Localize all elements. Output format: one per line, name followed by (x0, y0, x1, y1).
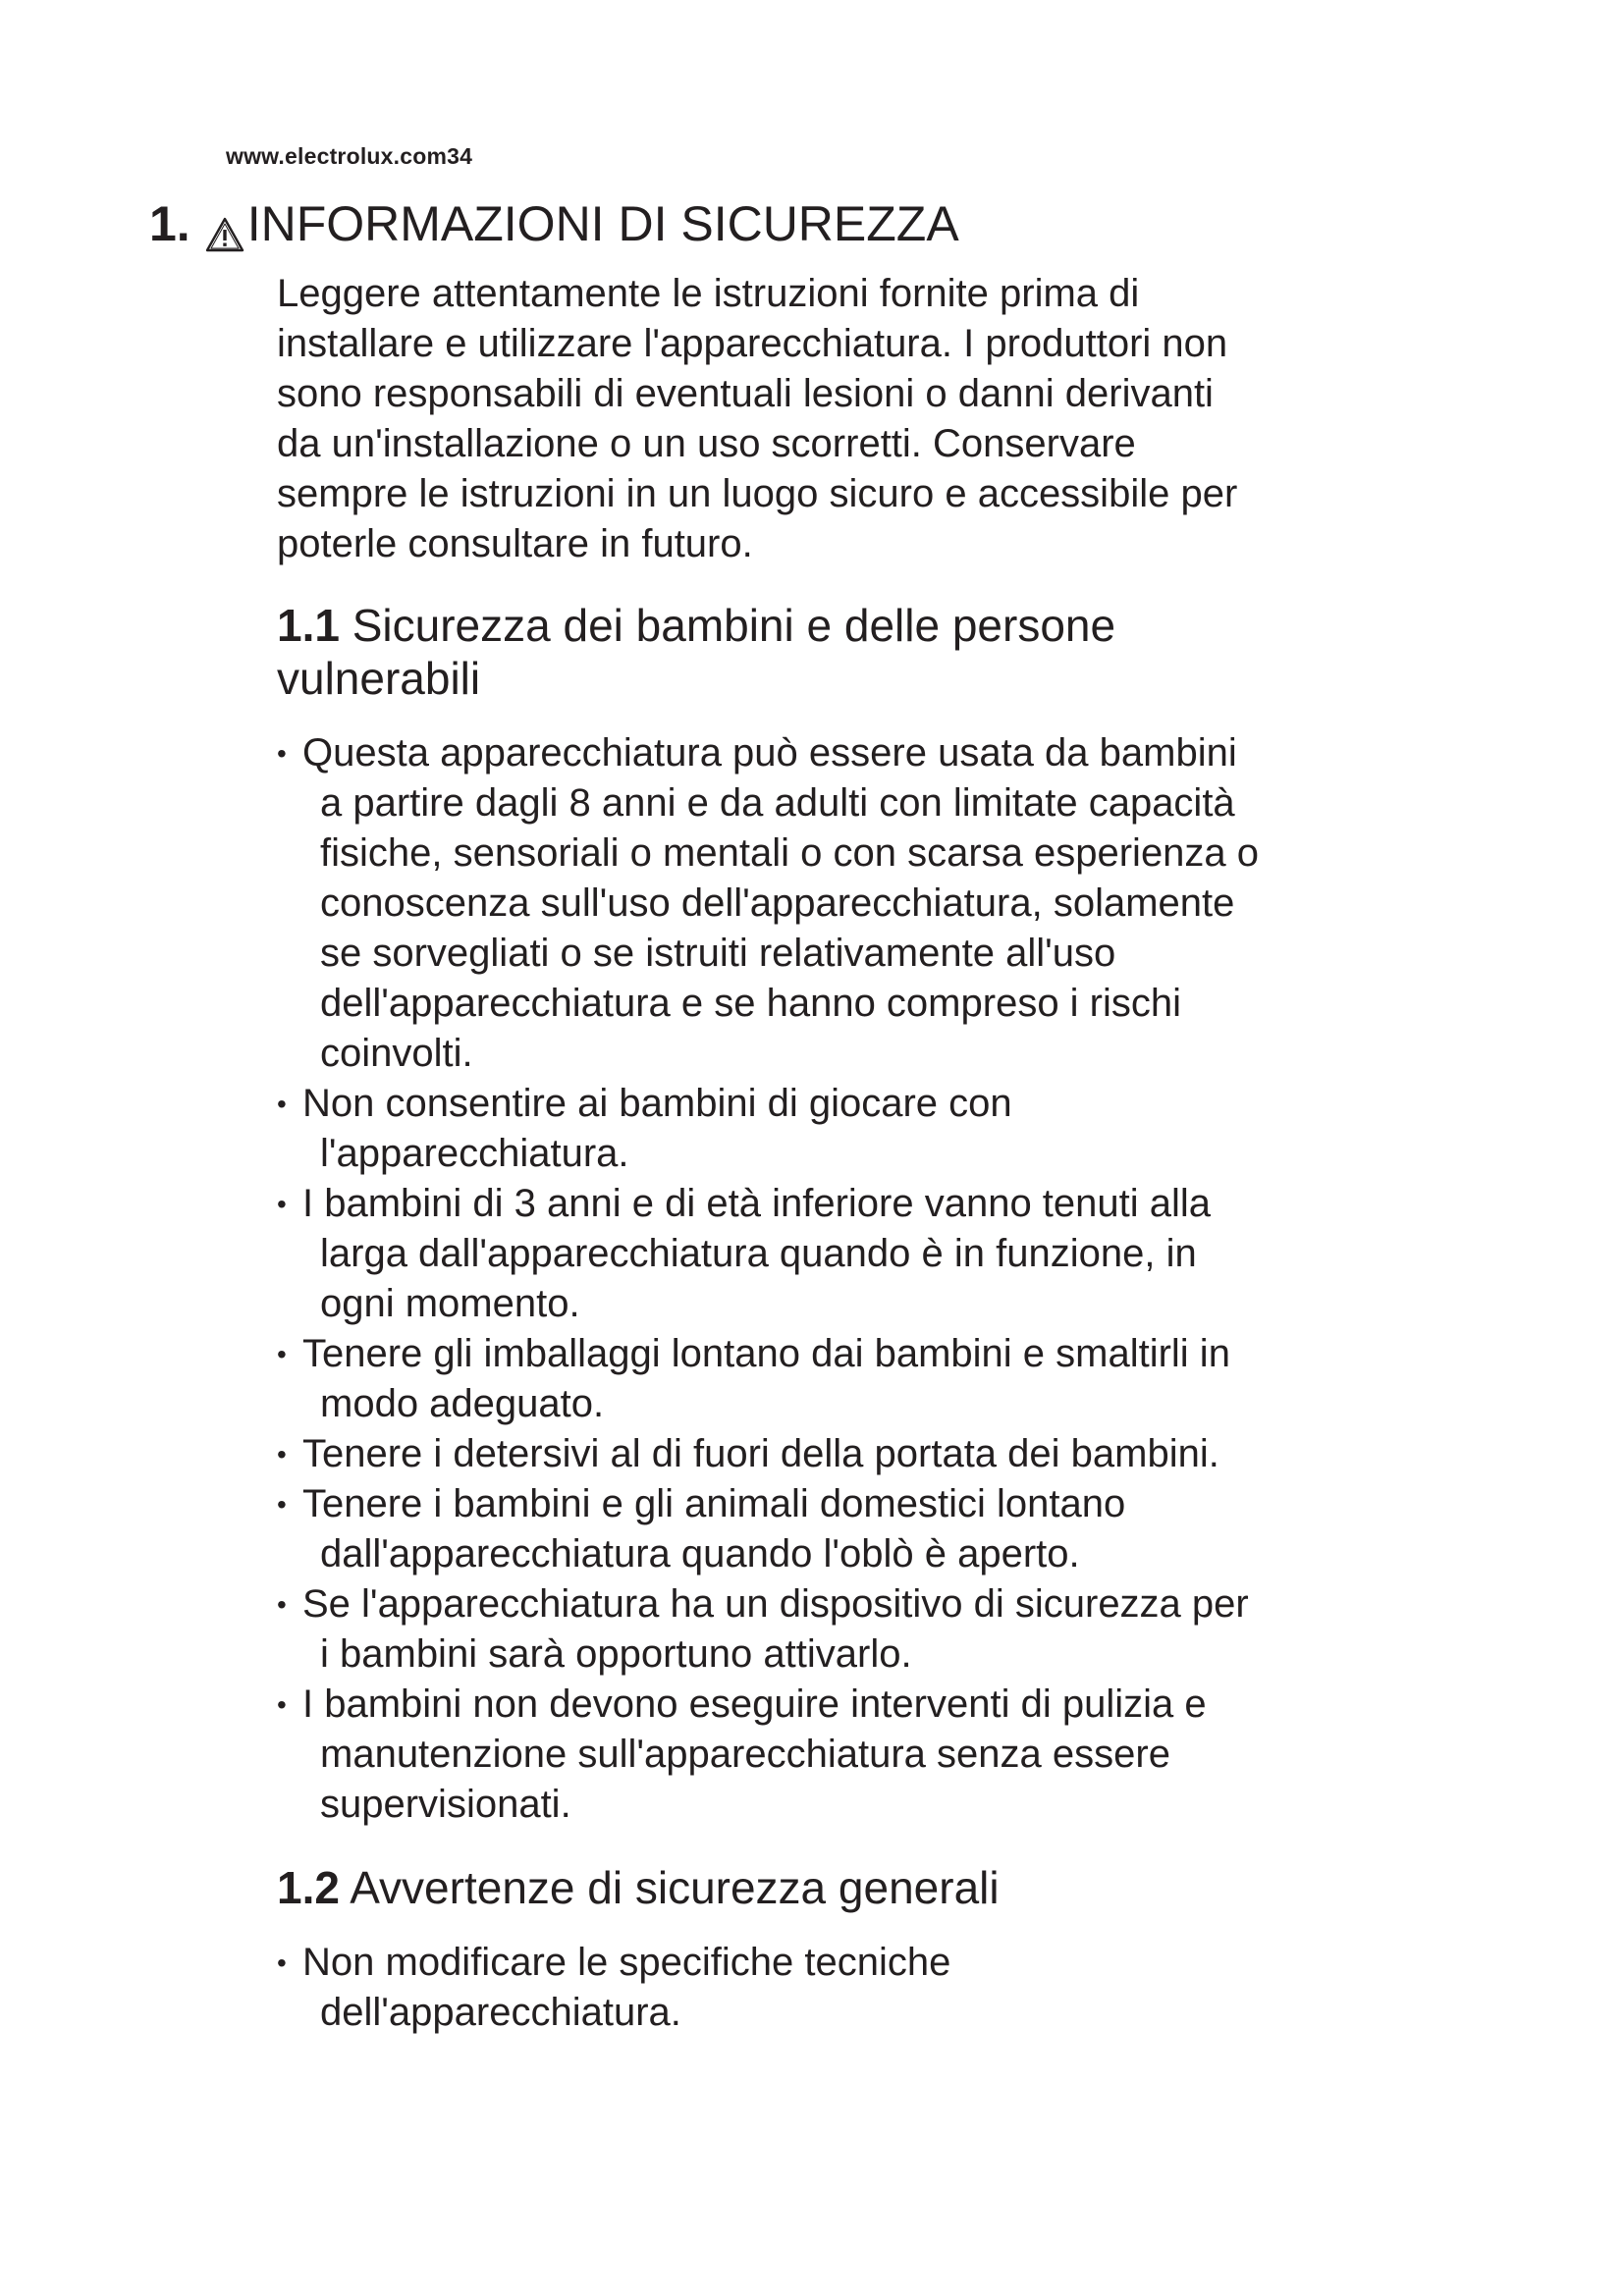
section-title-1-1 (277, 599, 1514, 705)
list-item (277, 728, 1514, 1079)
list-item-line: dell'apparecchiatura e se hanno compreso i rischi (320, 982, 1182, 1025)
bullet-marker: • (277, 1189, 287, 1219)
list-item-line: fisiche, sensoriali o mentali o con scarsa esperienza o (320, 831, 1260, 875)
intro-paragraph (277, 269, 1514, 569)
list-item-line: Tenere i bambini e gli animali domestici lontano (302, 1482, 1126, 1525)
list-item-line: Questa apparecchiatura può essere usata da bambini (302, 731, 1237, 774)
bullet-marker: • (277, 1689, 287, 1720)
list-item-line: conoscenza sull'uso dell'apparecchiatura, solamente (320, 881, 1235, 925)
list-item-line: coinvolti. (320, 1032, 473, 1075)
bullet-marker: • (277, 1089, 287, 1119)
page-header-website: www.electrolux.com34 (226, 143, 473, 169)
list-item-line: I bambini non devono eseguire interventi di pulizia e (302, 1682, 1207, 1726)
list-item (277, 1329, 1514, 1429)
list-item-line: dall'apparecchiatura quando l'oblò è aperto. (320, 1532, 1080, 1575)
list-item-line: modo adeguato. (320, 1382, 605, 1425)
section-title-text: Sicurezza dei bambini e delle persone (352, 600, 1116, 651)
list-item (277, 1479, 1514, 1579)
section-title-text-line2: vulnerabili (277, 653, 481, 704)
bullet-marker: • (277, 738, 287, 769)
section-number: 1.2 (277, 1862, 340, 1913)
bullet-marker: • (277, 1339, 287, 1369)
chapter-title (149, 194, 959, 253)
bullet-marker: • (277, 1439, 287, 1469)
list-item-line: i bambini sarà opportuno attivarlo. (320, 1632, 912, 1676)
intro-line: installare e utilizzare l'apparecchiatura. I produttori non (277, 322, 1228, 365)
bullet-marker: • (277, 1948, 287, 1978)
intro-line: Leggere attentamente le istruzioni fornite prima di (277, 272, 1140, 315)
list-item-line: se sorvegliati o se istruiti relativamente all'uso (320, 932, 1116, 975)
bullet-list-1-1 (277, 728, 1514, 1830)
list-item-line: Se l'apparecchiatura ha un dispositivo di sicurezza per (302, 1582, 1249, 1626)
list-item-line: dell'apparecchiatura. (320, 1991, 681, 2034)
intro-line: sempre le istruzioni in un luogo sicuro e accessibile per (277, 472, 1238, 515)
list-item-line: larga dall'apparecchiatura quando è in funzione, in (320, 1232, 1197, 1275)
intro-line: sono responsabili di eventuali lesioni o danni derivanti (277, 372, 1214, 415)
section-title-text: Avvertenze di sicurezza generali (350, 1862, 1000, 1913)
list-item (277, 1680, 1514, 1830)
list-item (277, 1079, 1514, 1179)
list-item-line: l'apparecchiatura. (320, 1132, 629, 1175)
chapter-number: 1. (149, 196, 190, 251)
list-item (277, 1179, 1514, 1329)
intro-line: da un'installazione o un uso scorretti. Conservare (277, 422, 1136, 465)
list-item-line: a partire dagli 8 anni e da adulti con limitate capacità (320, 781, 1235, 825)
chapter-title-text: INFORMAZIONI DI SICUREZZA (246, 196, 959, 251)
list-item-line: supervisionati. (320, 1783, 571, 1826)
list-item-line: Tenere i detersivi al di fuori della portata dei bambini. (302, 1432, 1219, 1475)
intro-line: poterle consultare in futuro. (277, 522, 753, 565)
list-item (277, 1429, 1514, 1479)
list-item-line: ogni momento. (320, 1282, 580, 1325)
list-item-line: manutenzione sull'apparecchiatura senza essere (320, 1733, 1170, 1776)
bullet-marker: • (277, 1589, 287, 1620)
bullet-marker: • (277, 1489, 287, 1520)
section-title-1-2 (277, 1861, 1514, 1914)
warning-triangle-icon (204, 207, 245, 244)
main-content (277, 269, 1514, 2038)
list-item-line: Tenere gli imballaggi lontano dai bambini e smaltirli in (302, 1332, 1230, 1375)
list-item (277, 1579, 1514, 1680)
list-item-line: Non consentire ai bambini di giocare con (302, 1082, 1012, 1125)
list-item-line: I bambini di 3 anni e di età inferiore vanno tenuti alla (302, 1182, 1212, 1225)
list-item-line: Non modificare le specifiche tecniche (302, 1941, 951, 1984)
bullet-list-1-2 (277, 1938, 1514, 2038)
list-item (277, 1938, 1514, 2038)
section-number: 1.1 (277, 600, 340, 651)
